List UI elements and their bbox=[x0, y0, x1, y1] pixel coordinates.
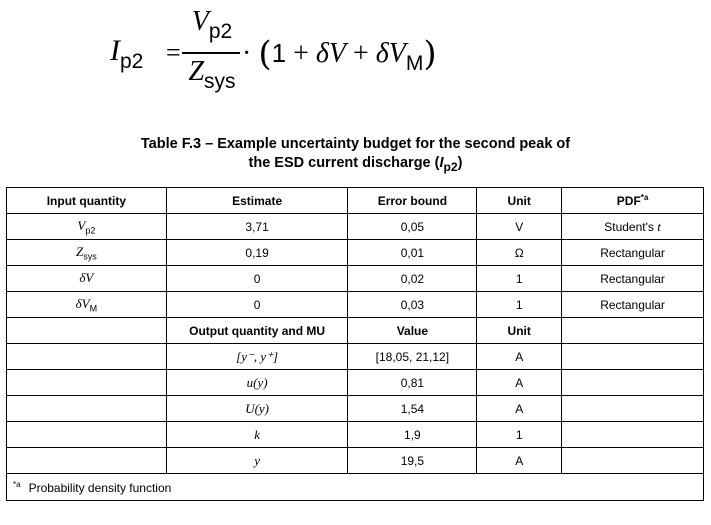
input-symbol: δV bbox=[79, 269, 94, 285]
formula-denominator-subscript: sys bbox=[204, 70, 236, 93]
table-row bbox=[7, 266, 704, 292]
empty-cell bbox=[7, 318, 167, 344]
output-quantity-cell: u(y) bbox=[166, 370, 348, 396]
error-bound-cell: 0,03 bbox=[348, 292, 477, 318]
pdf-italic: t bbox=[657, 218, 661, 234]
unit-cell: Ω bbox=[477, 240, 562, 266]
value-cell: 19,5 bbox=[348, 448, 477, 474]
footnote-mark: *a bbox=[13, 479, 21, 489]
formula-rhs bbox=[242, 34, 437, 76]
formula-lhs-subscript: p2 bbox=[120, 50, 144, 73]
formula-delta-v: δV bbox=[315, 38, 346, 69]
value-cell: 0,81 bbox=[348, 370, 477, 396]
footnote-row bbox=[7, 474, 704, 501]
header-error-bound: Error bound bbox=[348, 188, 477, 214]
estimate-cell: 3,71 bbox=[166, 214, 348, 240]
formula-delta-vm-subscript: M bbox=[405, 52, 424, 75]
unit-cell: A bbox=[477, 448, 562, 474]
empty-cell bbox=[7, 422, 167, 448]
formula-delta-vm-symbol: δV bbox=[375, 38, 406, 69]
empty-cell bbox=[562, 370, 704, 396]
table-row bbox=[7, 292, 704, 318]
empty-cell bbox=[7, 344, 167, 370]
unit-cell: 1 bbox=[477, 292, 562, 318]
header-pdf-footnote-mark: *a bbox=[640, 193, 649, 202]
table-row bbox=[7, 344, 704, 370]
formula-lhs bbox=[110, 34, 143, 74]
header-estimate: Estimate bbox=[166, 188, 348, 214]
empty-cell bbox=[562, 344, 704, 370]
formula-dot: · bbox=[242, 38, 252, 69]
input-quantity-cell bbox=[7, 240, 167, 266]
input-quantity-cell bbox=[7, 266, 167, 292]
estimate-cell: 0 bbox=[166, 266, 348, 292]
table-row bbox=[7, 396, 704, 422]
unit-cell: A bbox=[477, 370, 562, 396]
empty-cell bbox=[562, 422, 704, 448]
output-quantity-cell: y bbox=[166, 448, 348, 474]
unit-cell: A bbox=[477, 344, 562, 370]
header-output-quantity: Output quantity and MU bbox=[166, 318, 348, 344]
empty-cell bbox=[562, 396, 704, 422]
input-quantity-cell bbox=[7, 292, 167, 318]
table-row bbox=[7, 422, 704, 448]
formula-numerator bbox=[182, 6, 242, 44]
formula-lhs-symbol: I bbox=[110, 34, 120, 67]
uncertainty-formula bbox=[110, 6, 440, 106]
formula-equals: = bbox=[166, 38, 181, 67]
empty-cell bbox=[562, 448, 704, 474]
formula-one: 1 bbox=[271, 38, 287, 68]
header-pdf-label: PDF bbox=[616, 194, 641, 208]
formula-numerator-subscript: p2 bbox=[208, 20, 233, 43]
input-symbol: V bbox=[77, 217, 86, 233]
formula-plus: + bbox=[352, 38, 369, 69]
pdf-cell bbox=[562, 266, 704, 292]
table-caption bbox=[0, 135, 711, 177]
table-row bbox=[7, 214, 704, 240]
caption-suffix: ) bbox=[457, 155, 463, 171]
table-row bbox=[7, 370, 704, 396]
empty-cell bbox=[562, 318, 704, 344]
error-bound-cell: 0,02 bbox=[348, 266, 477, 292]
pdf-cell bbox=[562, 240, 704, 266]
value-cell: [18,05, 21,12] bbox=[348, 344, 477, 370]
value-cell: 1,9 bbox=[348, 422, 477, 448]
empty-cell bbox=[7, 370, 167, 396]
footnote-text: Probability density function bbox=[28, 480, 172, 495]
empty-cell bbox=[7, 396, 167, 422]
input-subscript: M bbox=[89, 303, 98, 314]
caption-prefix: the ESD current discharge ( bbox=[248, 155, 440, 171]
caption-symbol: I bbox=[439, 155, 444, 171]
error-bound-cell: 0,01 bbox=[348, 240, 477, 266]
uncertainty-budget-table bbox=[6, 187, 704, 501]
formula-open-paren: ( bbox=[258, 34, 272, 74]
header-input-quantity: Input quantity bbox=[7, 188, 167, 214]
footnote-cell bbox=[7, 474, 704, 501]
table-row bbox=[7, 448, 704, 474]
input-subscript: sys bbox=[83, 251, 97, 262]
pdf-label: Rectangular bbox=[600, 245, 665, 260]
value-cell: 1,54 bbox=[348, 396, 477, 422]
header-unit: Unit bbox=[477, 188, 562, 214]
output-quantity-cell: U(y) bbox=[166, 396, 348, 422]
table-caption-line1: Table F.3 – Example uncertainty budget for the second peak of bbox=[140, 136, 571, 152]
formula-numerator-symbol: V bbox=[191, 6, 209, 37]
output-header-row bbox=[7, 318, 704, 344]
input-symbol: δV bbox=[75, 295, 90, 311]
pdf-label: Student's bbox=[604, 219, 658, 234]
empty-cell bbox=[7, 448, 167, 474]
input-subscript: p2 bbox=[85, 225, 96, 236]
table-caption-line2 bbox=[0, 154, 711, 177]
formula-denominator-symbol: Z bbox=[188, 56, 205, 87]
caption-subscript: p2 bbox=[443, 159, 458, 174]
unit-cell: 1 bbox=[477, 422, 562, 448]
formula-plus: + bbox=[293, 38, 309, 69]
pdf-cell bbox=[562, 292, 704, 318]
formula-close-paren: ) bbox=[423, 34, 437, 74]
table-header-row bbox=[7, 188, 704, 214]
header-value: Value bbox=[348, 318, 477, 344]
formula-fraction-bar bbox=[182, 52, 240, 54]
error-bound-cell: 0,05 bbox=[348, 214, 477, 240]
unit-cell: A bbox=[477, 396, 562, 422]
input-quantity-cell bbox=[7, 214, 167, 240]
formula-denominator bbox=[182, 56, 242, 94]
unit-cell: 1 bbox=[477, 266, 562, 292]
output-quantity-cell: k bbox=[166, 422, 348, 448]
unit-cell: V bbox=[477, 214, 562, 240]
estimate-cell: 0 bbox=[166, 292, 348, 318]
table-row bbox=[7, 240, 704, 266]
output-quantity-cell: [y⁻, y⁺] bbox=[166, 344, 348, 370]
pdf-label: Rectangular bbox=[600, 271, 665, 286]
header-pdf bbox=[562, 188, 704, 214]
estimate-cell: 0,19 bbox=[166, 240, 348, 266]
input-symbol: Z bbox=[76, 243, 84, 259]
header-output-unit: Unit bbox=[477, 318, 562, 344]
pdf-cell bbox=[562, 214, 704, 240]
pdf-label: Rectangular bbox=[600, 297, 665, 312]
